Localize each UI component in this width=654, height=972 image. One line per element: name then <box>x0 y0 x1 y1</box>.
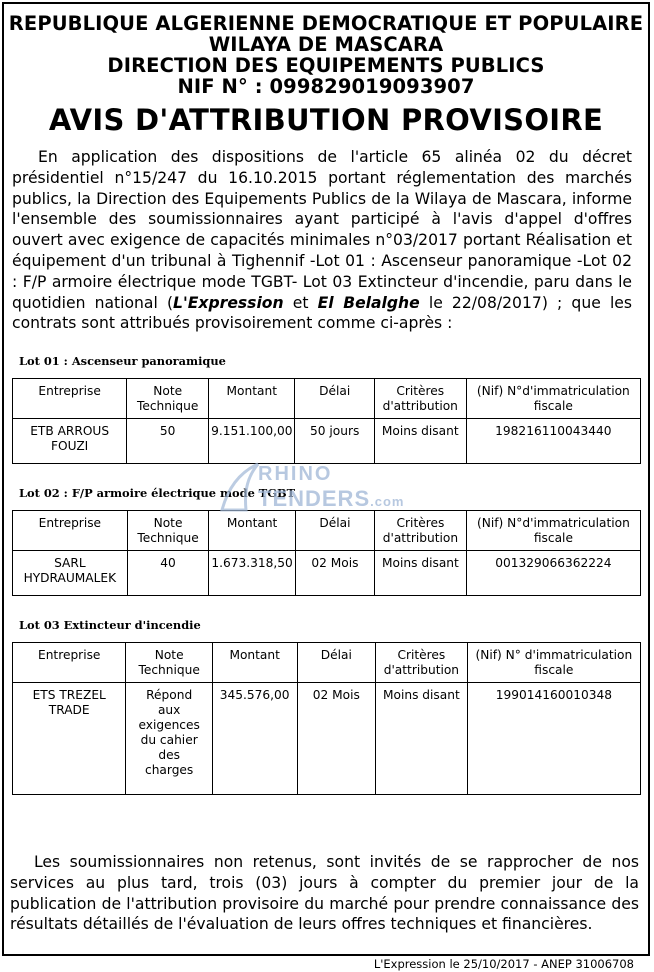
cell-nif: 001329066362224 <box>466 551 640 596</box>
header-cell: Note Technique <box>127 511 209 551</box>
cell-delai: 50 jours <box>295 419 374 464</box>
cell-delai: 02 Mois <box>295 551 374 596</box>
notice-frame <box>2 2 650 956</box>
closing-paragraph: Les soumissionnaires non retenus, sont invités de se rapprocher de nos services au plus tard, trois (03) jours à compter du premier jour de la publication de l'attribution provisoire du marché pour prendre connaissance des résultats détaillés de l'évaluation de leurs offres techniques et financières. <box>10 853 639 934</box>
cell-entreprise: ETB ARROUS FOUZI <box>13 419 127 464</box>
header-cell: Critères d'attribution <box>374 379 466 419</box>
watermark-word: TENDERS <box>258 486 371 511</box>
cell-note: 50 <box>127 419 209 464</box>
table-row <box>13 419 641 464</box>
cell-montant: 9.151.100,00 <box>209 419 295 464</box>
intro-part-2: et <box>283 293 318 312</box>
cell-entreprise: SARL HYDRAUMALEK <box>13 551 128 596</box>
header-cell: Entreprise <box>13 379 127 419</box>
lot-2-table <box>12 510 641 596</box>
cell-criteres: Moins disant <box>375 551 467 596</box>
header-cell: (Nif) N°d'immatriculation fiscale <box>466 511 640 551</box>
header-cell: Délai <box>297 643 376 683</box>
header-cell: Montant <box>209 511 295 551</box>
lot-2-title: Lot 02 : F/P armoire électrique mode TGBT <box>19 486 296 501</box>
cell-montant: 345.576,00 <box>212 683 297 795</box>
cell-criteres: Moins disant <box>374 419 466 464</box>
header-cell: Délai <box>295 379 374 419</box>
watermark-suffix: .com <box>370 494 405 509</box>
cell-note: Répond aux exigences du cahier des charges <box>126 683 212 795</box>
intro-paragraph <box>4 137 648 334</box>
notice-title: AVIS D'ATTRIBUTION PROVISOIRE <box>48 103 604 137</box>
lot-3-table <box>12 642 641 795</box>
header-cell: Critères d'attribution <box>376 643 468 683</box>
header <box>4 4 648 97</box>
cell-criteres: Moins disant <box>376 683 468 795</box>
cell-nif: 199014160010348 <box>467 683 640 795</box>
table-header-row <box>13 643 641 683</box>
lot-3-title: Lot 03 Extincteur d'incendie <box>19 618 201 633</box>
cell-note: 40 <box>127 551 209 596</box>
header-cell: Entreprise <box>13 511 128 551</box>
lot-1-table <box>12 378 641 464</box>
table-row <box>13 551 641 596</box>
header-line-4: NIF N° : 099829019093907 <box>177 75 475 98</box>
header-cell: Note Technique <box>126 643 212 683</box>
cell-delai: 02 Mois <box>297 683 376 795</box>
publication-footer: L'Expression le 25/10/2017 - ANEP 31006708 <box>373 957 634 971</box>
cell-nif: 198216110043440 <box>466 419 640 464</box>
table-header-row <box>13 511 641 551</box>
header-line-3: DIRECTION DES EQUIPEMENTS PUBLICS <box>107 54 545 77</box>
cell-entreprise: ETS TREZEL TRADE <box>13 683 126 795</box>
table-header-row <box>13 379 641 419</box>
header-cell: Entreprise <box>13 643 126 683</box>
header-cell: (Nif) N° d'immatriculation fiscale <box>467 643 640 683</box>
watermark-line-1: RHINO <box>258 463 333 485</box>
header-cell: Montant <box>209 379 295 419</box>
header-line-2: WILAYA DE MASCARA <box>208 33 444 56</box>
header-cell: Montant <box>212 643 297 683</box>
table-row <box>13 683 641 795</box>
header-cell: Délai <box>295 511 374 551</box>
lot-1-title: Lot 01 : Ascenseur panoramique <box>19 354 226 369</box>
intro-part-1: En application des dispositions de l'article 65 alinéa 02 du décret présidentiel n°15/247 du 16.10.2015 portant réglementation des marchés publics, la Direction des Equipements Publics de la Wilaya de Mascara, informe l'ensemble des soumissionnaires ayant participé à l'avis d'appel d'offres ouvert avec exigence de capacités minimales n°03/2017 portant Réalisation et équipement d'un tribunal à Tighennif -Lot 01 : Ascenseur panoramique -Lot 02 : F/P armoire électrique mode TGBT- Lot 03 Extincteur d'incendie, paru dans le quotidien national ( <box>12 148 632 312</box>
newspaper-1: L'Expression <box>173 293 284 312</box>
header-line-1: REPUBLIQUE ALGERIENNE DEMOCRATIQUE ET POPULAIRE <box>8 12 644 35</box>
cell-montant: 1.673.318,50 <box>209 551 295 596</box>
intro-part-3: le 22/08/2017) ; que les contrats sont attribués provisoirement comme ci-après : <box>12 293 632 333</box>
header-cell: Note Technique <box>127 379 209 419</box>
newspaper-2: El Belalghe <box>317 293 420 312</box>
header-cell: Critères d'attribution <box>375 511 467 551</box>
header-cell: (Nif) N°d'immatriculation fiscale <box>466 379 640 419</box>
